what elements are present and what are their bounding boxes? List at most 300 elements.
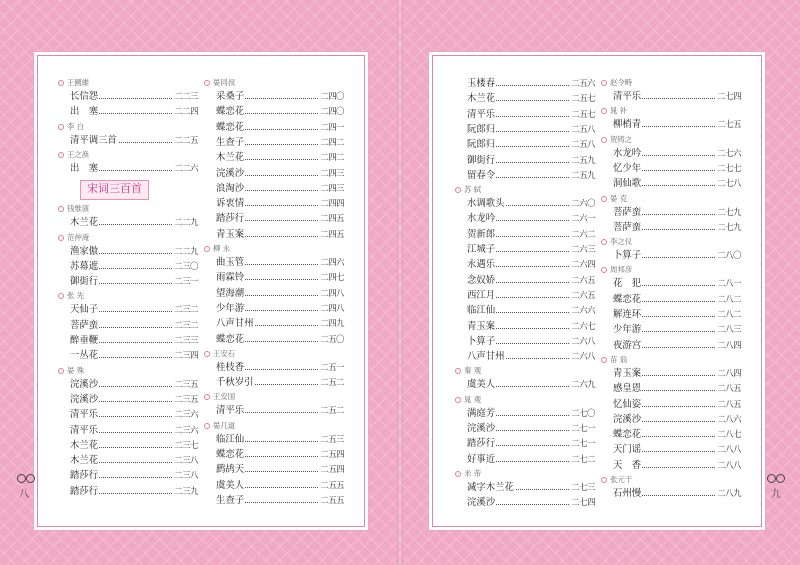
toc-entry[interactable] [455,257,595,272]
entry-title: 浣溪沙 [70,378,99,390]
entry-page-number: 二六一 [570,211,595,226]
entry-page-number: 二六二 [570,227,595,242]
entry-page-number: 二七一 [570,421,595,436]
toc-entry[interactable] [58,423,198,438]
toc-entry[interactable] [58,215,198,230]
toc-entry[interactable] [204,150,344,165]
entry-page-number: 二五八 [570,122,595,137]
entry-title: 木兰花 [467,93,496,105]
entry-page-number: 二五〇 [319,332,344,347]
toc-entry[interactable] [601,276,741,291]
entry-title: 踏莎行 [216,213,245,225]
entry-title: 天仙子 [70,304,99,316]
bullet-icon [601,357,607,363]
author-label: 范仲淹 [67,232,90,242]
entry-page-number: 二四六 [319,255,344,270]
toc-entry[interactable] [204,375,344,390]
author-name [601,193,627,205]
author-name [455,184,481,196]
entry-title: 浣溪沙 [467,497,496,509]
entry-title: 望海潮 [216,287,245,299]
entry-page-number: 二五八 [570,137,595,152]
entry-title: 蝶恋花 [216,121,245,133]
entry-title: 踏莎行 [70,485,99,497]
author-label: 苗 翁 [610,354,628,364]
entry-page-number: 二四二 [319,135,344,150]
entry-page-number: 二三四 [173,348,198,363]
entry-page-number: 二三三 [173,333,198,348]
right-page-number: 九 [771,489,781,500]
author-name [601,105,627,117]
toc-entry[interactable] [204,403,344,418]
toc-entry[interactable] [455,452,595,467]
entry-title: 洞仙歌 [613,178,642,190]
entry-title: 生查子 [216,136,245,148]
toc-entry[interactable] [204,447,344,462]
entry-page-number: 二三八 [173,453,198,468]
book-gutter [397,0,403,565]
toc-entry[interactable] [601,381,741,396]
toc-entry[interactable] [58,133,198,148]
entry-title: 临江仙 [216,433,245,445]
toc-entry[interactable] [455,495,595,510]
entry-page-number: 二四〇 [319,104,344,119]
bullet-icon [58,235,64,241]
toc-entry[interactable] [204,135,344,150]
bullet-icon [204,351,210,357]
entry-title: 御街行 [70,276,99,288]
entry-title: 千秋岁引 [216,377,254,389]
toc-entry[interactable] [455,196,595,211]
entry-page-number: 二四八 [319,301,344,316]
bullet-icon [58,124,64,130]
entry-page-number: 二四八 [319,286,344,301]
entry-title: 诉衷情 [216,198,245,210]
entry-page-number: 二五七 [570,91,595,106]
toc-entry[interactable] [455,421,595,436]
toc-entry[interactable] [204,301,344,316]
toc-entry[interactable] [455,107,595,122]
entry-title: 出 塞 [70,162,99,174]
toc-entry[interactable] [58,104,198,119]
toc-entry[interactable] [601,205,741,220]
toc-entry[interactable] [204,360,344,375]
author-label: 晏几道 [213,420,236,430]
entry-title: 忆少年 [613,162,642,174]
entry-title: 浣溪沙 [467,423,496,434]
toc-entry[interactable] [455,76,595,91]
entry-page-number: 二四五 [319,211,344,226]
toc-entry[interactable] [601,486,741,501]
author-name [601,77,632,89]
entry-page-number: 二七六 [716,146,741,161]
entry-page-number: 二六六 [570,303,595,318]
entry-page-number: 二五四 [319,462,344,477]
toc-entry[interactable] [58,484,198,499]
entry-title: 江城子 [467,244,496,255]
toc-entry[interactable] [601,366,741,381]
entry-page-number: 二八五 [716,381,741,396]
bullet-icon [58,206,64,212]
author-label: 钱惟演 [67,204,90,214]
toc-entry[interactable] [204,166,344,181]
entry-page-number: 二五三 [319,432,344,447]
entry-title: 木兰花 [70,217,99,229]
bullet-icon [601,267,607,273]
entry-page-number: 二四七 [319,270,344,285]
left-page-ornament-icon [26,474,35,483]
entry-page-number: 二二三 [173,89,198,104]
entry-title: 木兰花 [70,455,99,467]
toc-entry[interactable] [455,91,595,106]
entry-page-number: 二三六 [173,423,198,438]
entry-title: 浣溪沙 [216,167,245,179]
bullet-icon [58,293,64,299]
entry-page-number: 二八八 [716,458,741,473]
entry-page-number: 二三八 [173,468,198,483]
entry-title: 留春令 [467,169,496,181]
toc-entry[interactable] [204,493,344,508]
entry-title: 桂枝香 [216,361,245,373]
entry-page-number: 二八九 [716,486,741,501]
toc-entry[interactable] [455,334,595,349]
author-label: 柳 永 [213,244,231,253]
entry-title: 浪淘沙 [216,182,245,194]
toc-entry[interactable] [601,89,741,104]
toc-entry[interactable] [455,480,595,495]
toc-entry[interactable] [455,242,595,257]
entry-title: 曲玉管 [216,257,245,268]
toc-entry[interactable] [58,244,198,259]
bullet-icon [601,239,607,245]
entry-title: 天 香 [613,459,642,471]
entry-title: 采桑子 [216,91,245,102]
entry-page-number: 二二五 [173,133,198,148]
entry-page-number: 二六七 [570,319,595,334]
toc-entry[interactable] [601,117,741,132]
entry-page-number: 二五一 [319,360,344,375]
entry-page-number: 二三五 [173,392,198,407]
toc-entry[interactable] [58,259,198,274]
entry-page-number: 二七四 [570,495,595,510]
author-name [601,474,632,486]
entry-page-number: 二八四 [716,338,741,353]
author-label: 张 先 [67,291,85,301]
author-name [204,420,235,432]
entry-page-number: 二五六 [570,76,595,91]
entry-page-number: 二八二 [716,307,741,322]
entry-page-number: 二六四 [570,257,595,272]
author-label: 贺铸之 [610,134,633,144]
entry-page-number: 二四二 [319,150,344,165]
toc-entry[interactable] [58,468,198,483]
entry-title: 一丛花 [70,350,99,362]
entry-page-number: 二五五 [319,478,344,493]
toc-entry[interactable] [58,348,198,363]
author-name [601,236,632,248]
toc-entry[interactable] [204,196,344,211]
entry-page-number: 二七八 [716,176,741,191]
toc-entry[interactable] [455,168,595,183]
entry-page-number: 二五二 [319,375,344,390]
author-label: 晏 克 [610,193,628,203]
toc-entry[interactable] [601,397,741,412]
toc-entry[interactable] [601,292,741,307]
bullet-icon [455,471,461,477]
toc-entry[interactable] [204,316,344,331]
entry-title: 解连环 [613,309,642,320]
entry-page-number: 二五四 [319,447,344,462]
entry-page-number: 二八四 [716,366,741,381]
bullet-icon [58,80,64,86]
section-heading: 宋词三百首 [80,180,149,200]
toc-entry[interactable] [601,412,741,427]
entry-title: 浣溪沙 [613,413,642,425]
left-page-number: 八 [19,489,29,500]
toc-entry[interactable] [204,104,344,119]
toc-entry[interactable] [204,478,344,493]
entry-page-number: 二三九 [173,484,198,499]
entry-page-number: 二四五 [319,227,344,242]
toc-entry[interactable] [455,273,595,288]
author-name [58,77,89,89]
bullet-icon [601,137,607,143]
entry-title: 御街行 [467,154,496,166]
entry-page-number: 二八一 [716,276,741,291]
entry-title: 花 犯 [613,278,642,290]
entry-title: 渔家傲 [70,245,99,257]
toc-entry[interactable] [204,211,344,226]
toc-entry[interactable] [601,220,741,235]
toc-entry[interactable] [455,319,595,334]
bullet-icon [58,152,64,158]
toc-entry[interactable] [601,176,741,191]
toc-entry[interactable] [601,248,741,263]
entry-title: 生查子 [216,494,245,506]
entry-page-number: 二六五 [570,273,595,288]
author-label: 王安国 [213,392,236,402]
toc-entry[interactable] [58,89,198,104]
entry-page-number: 二三五 [173,377,198,392]
author-name [58,149,89,161]
toc-entry[interactable] [601,458,741,473]
author-name [601,264,632,276]
toc-entry[interactable] [58,377,198,392]
entry-page-number: 二二九 [173,215,198,230]
entry-page-number: 二六九 [570,377,595,392]
entry-page-number: 二七四 [716,89,741,104]
toc-entry[interactable] [58,407,198,422]
entry-title: 好事近 [467,453,496,465]
author-label: 张元干 [610,475,633,484]
entry-page-number: 二三二 [173,318,198,333]
entry-title: 玉楼春 [467,78,496,89]
author-name [204,243,230,255]
toc-entry[interactable] [601,427,741,442]
toc-entry[interactable] [455,436,595,451]
entry-title: 鹧鸪天 [216,464,245,476]
entry-title: 菩萨蛮 [613,206,642,218]
entry-title: 忆仙姿 [613,398,642,410]
author-name [455,394,481,406]
entry-page-number: 二八六 [716,412,741,427]
toc-entry[interactable] [601,338,741,353]
entry-title: 木兰花 [70,439,99,451]
entry-page-number: 二八八 [716,442,741,457]
toc-entry[interactable] [204,432,344,447]
entry-page-number: 二四三 [319,166,344,181]
entry-page-number: 二七三 [570,480,595,495]
entry-page-number: 二二六 [173,161,198,176]
entry-title: 浣溪沙 [70,393,99,405]
entry-title: 木兰花 [216,152,245,164]
author-name [601,354,627,366]
author-label: 李 白 [67,121,85,131]
toc-entry[interactable] [58,302,198,317]
toc-entry[interactable] [455,377,595,392]
entry-title: 踏莎行 [70,470,99,482]
entry-title: 雨霖铃 [216,272,245,284]
toc-entry[interactable] [455,211,595,226]
entry-title: 清平乐 [70,409,99,421]
entry-title: 石州慢 [613,488,642,499]
toc-entry[interactable] [455,153,595,168]
toc-entry[interactable] [204,89,344,104]
toc-entry[interactable] [58,438,198,453]
entry-title: 蝶恋花 [216,333,245,345]
toc-entry[interactable] [455,406,595,421]
entry-page-number: 二三〇 [173,259,198,274]
toc-entry[interactable] [58,392,198,407]
toc-entry[interactable] [204,332,344,347]
bullet-icon [204,394,210,400]
toc-entry[interactable] [601,322,741,337]
bullet-icon [455,187,461,193]
entry-page-number: 二七九 [716,205,741,220]
entry-title: 水龙吟 [613,147,642,159]
toc-entry[interactable] [601,161,741,176]
right-page-ornament-icon [767,474,776,483]
entry-title: 八声甘州 [216,318,254,330]
toc-entry[interactable] [58,453,198,468]
toc-entry[interactable] [455,137,595,152]
toc-entry[interactable] [455,288,595,303]
entry-page-number: 二八二 [716,292,741,307]
entry-title: 临江仙 [467,305,496,317]
author-label: 周邦彦 [610,265,633,275]
entry-page-number: 二八五 [716,397,741,412]
entry-page-number: 二二九 [173,244,198,259]
entry-page-number: 二四〇 [319,89,344,104]
toc-entry[interactable] [204,462,344,477]
author-label: 王之涣 [67,149,90,159]
author-label: 晁 补 [610,106,628,116]
entry-title: 清平乐 [467,108,496,120]
toc-entry[interactable] [204,255,344,270]
toc-entry[interactable] [58,161,198,176]
author-name [204,77,235,89]
entry-title: 清平乐 [613,91,642,102]
entry-title: 蝶恋花 [613,429,642,441]
toc-entry[interactable] [455,227,595,242]
toc-entry[interactable] [601,307,741,322]
toc-entry[interactable] [601,146,741,161]
toc-entry[interactable] [204,270,344,285]
entry-page-number: 二三一 [173,274,198,289]
entry-page-number: 二六〇 [570,196,595,211]
entry-title: 八声甘州 [467,351,505,363]
toc-entry[interactable] [455,349,595,364]
entry-title: 菩萨蛮 [613,221,642,233]
toc-entry[interactable] [455,122,595,137]
entry-page-number: 二四四 [319,196,344,211]
entry-page-number: 二六八 [570,349,595,364]
entry-title: 清平乐 [216,405,245,417]
author-name [455,468,481,480]
entry-title: 贺新郎 [467,228,496,240]
entry-title: 苏幕遮 [70,260,99,272]
entry-title: 西江月 [467,289,496,301]
right-page-ornament-icon [776,474,785,483]
entry-page-number: 二四三 [319,181,344,196]
entry-title: 夜游宫 [613,339,642,351]
bullet-icon [455,368,461,374]
author-label: 晏同叔 [213,78,236,87]
toc-entry[interactable] [58,274,198,289]
bullet-icon [58,368,64,374]
entry-title: 出 塞 [70,106,99,118]
entry-title: 卜算子 [613,250,642,262]
entry-title: 虞美人 [467,379,496,391]
entry-page-number: 二二四 [173,104,198,119]
toc-entry[interactable] [601,442,741,457]
entry-title: 虞美人 [216,479,245,491]
entry-title: 少年游 [216,302,245,314]
entry-page-number: 二五九 [570,153,595,168]
entry-title: 永遇乐 [467,259,496,271]
author-label: 王國維 [67,78,90,87]
entry-page-number: 二六五 [570,288,595,303]
entry-page-number: 二三二 [173,302,198,317]
toc-entry[interactable] [204,227,344,242]
bullet-icon [204,423,210,429]
toc-entry[interactable] [58,333,198,348]
entry-page-number: 二七一 [570,436,595,451]
entry-page-number: 二八三 [716,322,741,337]
bullet-icon [204,80,210,86]
bullet-icon [204,246,210,252]
entry-title: 蝶恋花 [216,449,245,460]
toc-entry[interactable] [58,318,198,333]
entry-page-number: 二八〇 [716,248,741,263]
author-label: 晏 殊 [67,365,85,375]
entry-title: 水调歌头 [467,198,505,210]
entry-title: 长信怨 [70,91,99,102]
entry-page-number: 二五五 [319,493,344,508]
entry-title: 天门谣 [613,444,642,456]
entry-page-number: 二七九 [716,220,741,235]
entry-title: 蝶恋花 [613,293,642,305]
author-label: 秦 观 [464,366,482,376]
toc-entry[interactable] [204,181,344,196]
author-label: 赵令畤 [610,78,633,87]
author-label: 晁 观 [464,394,482,404]
toc-entry[interactable] [455,303,595,318]
toc-entry[interactable] [204,286,344,301]
author-label: 米 芾 [464,468,482,478]
entry-title: 柳梢青 [613,119,642,131]
toc-entry[interactable] [204,120,344,135]
